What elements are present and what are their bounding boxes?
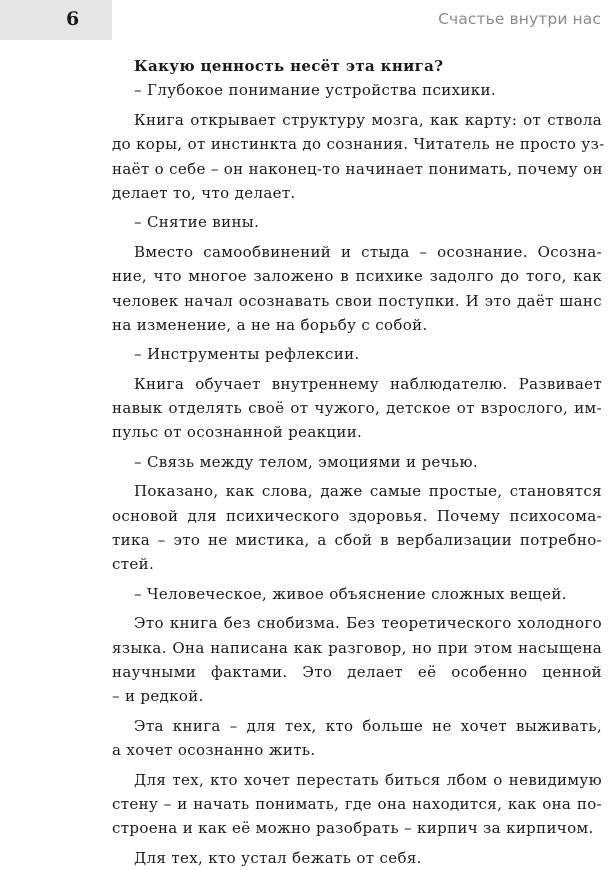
paragraph: [112, 768, 602, 841]
paragraph: [112, 108, 605, 206]
paragraph: [112, 479, 602, 577]
section-heading: Какую ценность несёт эта книга?: [134, 57, 444, 75]
text-line: стену – и начать понимать, где она находится, как она по-: [112, 794, 602, 813]
paragraph: [112, 240, 602, 338]
text-line: – Связь между телом, эмоциями и речью.: [134, 452, 478, 471]
text-line: а хочет осознанно жить.: [112, 741, 316, 760]
text-line: – Инструменты рефлексии.: [134, 345, 360, 364]
paragraph: [112, 582, 602, 606]
text-line: делает то, что делает.: [112, 183, 296, 202]
paragraph: [112, 846, 602, 870]
text-line: человек начал осознавать свои поступки. И это даёт шанс: [112, 291, 602, 310]
text-line: Книга открывает структуру мозга, как карту: от ствола: [134, 110, 602, 129]
text-line: – и редкой.: [112, 687, 204, 706]
text-line: до коры, от инстинкта до сознания. Читатель не просто уз-: [112, 135, 605, 154]
page-header: [0, 0, 610, 42]
text-line: основой для психического здоровья. Почему психосома-: [112, 506, 602, 525]
text-line: Показано, как слова, даже самые простые, становятся: [134, 482, 602, 501]
text-line: Вместо самообвинений и стыда – осознание. Осозна-: [134, 242, 602, 261]
page-number: 6: [66, 8, 80, 30]
text-line: Это книга без снобизма. Без теоретического холодного: [134, 614, 602, 633]
body-text: [112, 54, 605, 870]
text-line: научными фактами. Это делает её особенно ценной: [112, 662, 602, 681]
text-line: Эта книга – для тех, кто больше не хочет выживать,: [134, 716, 602, 735]
page-number-box: [0, 0, 112, 40]
text-line: языка. Она написана как разговор, но при этом насыщена: [112, 638, 602, 657]
text-line: – Снятие вины.: [134, 213, 260, 232]
paragraph: [112, 78, 602, 102]
text-line: – Глубокое понимание устройства психики.: [134, 81, 496, 100]
text-line: строена и как её можно разобрать – кирпич за кирпичом.: [112, 819, 594, 838]
text-line: навык отделять своё от чужого, детское от взрослого, им-: [112, 399, 602, 418]
text-line: – Человеческое, живое объяснение сложных вещей.: [134, 584, 567, 603]
text-line: на изменение, а не на борьбу с собой.: [112, 315, 428, 334]
paragraph: [112, 210, 602, 234]
paragraph: [112, 611, 602, 709]
paragraph: [112, 450, 602, 474]
paragraph: [112, 342, 602, 366]
text-line: стей.: [112, 555, 155, 574]
text-line: Для тех, кто хочет перестать биться лбом о невидимую: [134, 770, 602, 789]
text-line: пульс от осознанной реакции.: [112, 423, 363, 442]
paragraph: [112, 714, 602, 763]
paragraph: [112, 372, 602, 445]
text-line: Книга обучает внутреннему наблюдателю. Развивает: [134, 374, 602, 393]
running-title: Счастье внутри нас: [438, 10, 601, 28]
text-line: ние, что многое заложено в психике задолго до того, как: [112, 267, 602, 286]
text-line: наёт о себе – он наконец-то начинает понимать, почему он: [112, 159, 603, 178]
text-line: тика – это не мистика, а сбой в вербализации потребно-: [112, 531, 602, 550]
text-line: Для тех, кто устал бежать от себя.: [134, 848, 422, 867]
